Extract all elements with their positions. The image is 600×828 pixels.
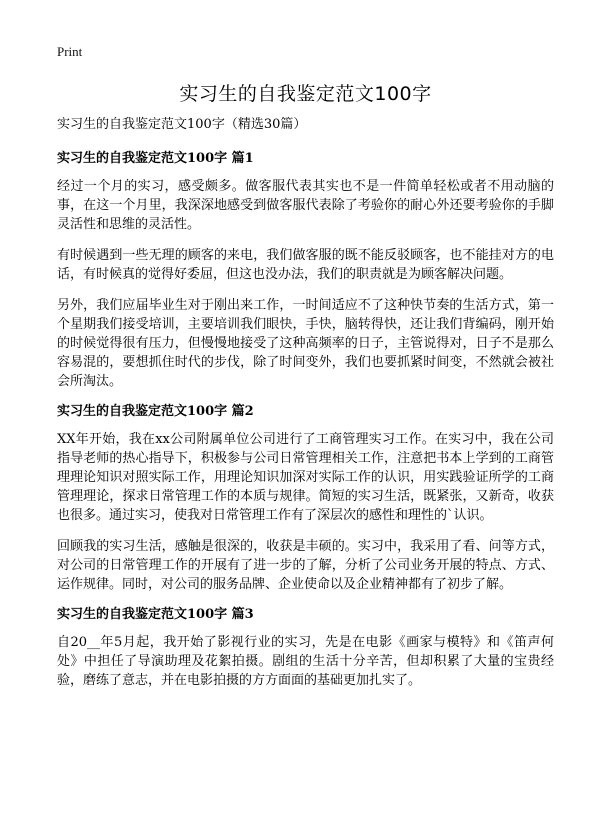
- paragraph: 另外，我们应届毕业生对于刚出来工作，一时间适应不了这种快节奏的生活方式，第一个星期我们接受培训，主要培训我们眼快，手快，脑转得快，还让我们背编码，刚开始的时候觉得很有压力，但慢慢地接受了这种高频率的日子，主管说得对，日子不是那么容易混的，要想抓住时代的步伐，除了时间变外，我们也要抓紧时间变，不然就会被社会所淘汰。: [57, 298, 554, 389]
- section-heading: 实习生的自我鉴定范文100字 篇1: [57, 151, 254, 166]
- paragraph: XX年开始，我在xx公司附属单位公司进行了工商管理实习工作。在实习中，我在公司指导老师的热心指导下，积极参与公司日常管理相关工作，注意把书本上学到的工商管理理论知识对照实际工作，用理论知识加深对实际工作的认识，用实践验证所学的工商管理理论，探求日常管理工作的本质与规律。简短的实习生活，既紧张，又新奇，收获也很多。通过实习，使我对日常管理工作有了深层次的感性和理性的`认识。: [57, 432, 554, 523]
- paragraph: 自20__年5月起，我开始了影视行业的实习，先是在电影《画家与模特》和《笛声何处》中担任了导演助理及花絮拍摄。剧组的生活十分辛苦，但却积累了大量的宝贵经验，磨练了意志，并在电影拍摄的方方面面的基础更加扎实了。: [57, 635, 554, 688]
- section-2: [57, 403, 554, 594]
- section-heading: 实习生的自我鉴定范文100字 篇3: [57, 607, 254, 622]
- section-1: [57, 150, 554, 391]
- paragraph: 有时候遇到一些无理的顾客的来电，我们做客服的既不能反驳顾客，也不能挂对方的电话，有时候真的觉得好委屈，但这也没办法，我们的职责就是为顾客解决问题。: [57, 248, 554, 282]
- document-title: 实习生的自我鉴定范文100字: [179, 83, 432, 105]
- print-label[interactable]: Print: [57, 44, 83, 59]
- document-subtitle: 实习生的自我鉴定范文100字（精选30篇）: [57, 117, 307, 132]
- section-3: [57, 606, 554, 690]
- section-heading: 实习生的自我鉴定范文100字 篇2: [57, 404, 254, 419]
- paragraph: 回顾我的实习生活，感触是很深的，收获是丰硕的。实习中，我采用了看、问等方式，对公司的日常管理工作的开展有了进一步的了解，分析了公司业务开展的特点、方式、运作规律。同时，对公司的服务品牌、企业使命以及企业精神都有了初步了解。: [57, 539, 554, 592]
- paragraph: 经过一个月的实习，感受颇多。做客服代表其实也不是一件简单轻松或者不用动脑的事，在这一个月里，我深深地感受到做客服代表除了考验你的耐心外还要考验你的手脚灵活性和思维的灵活性。: [57, 179, 554, 232]
